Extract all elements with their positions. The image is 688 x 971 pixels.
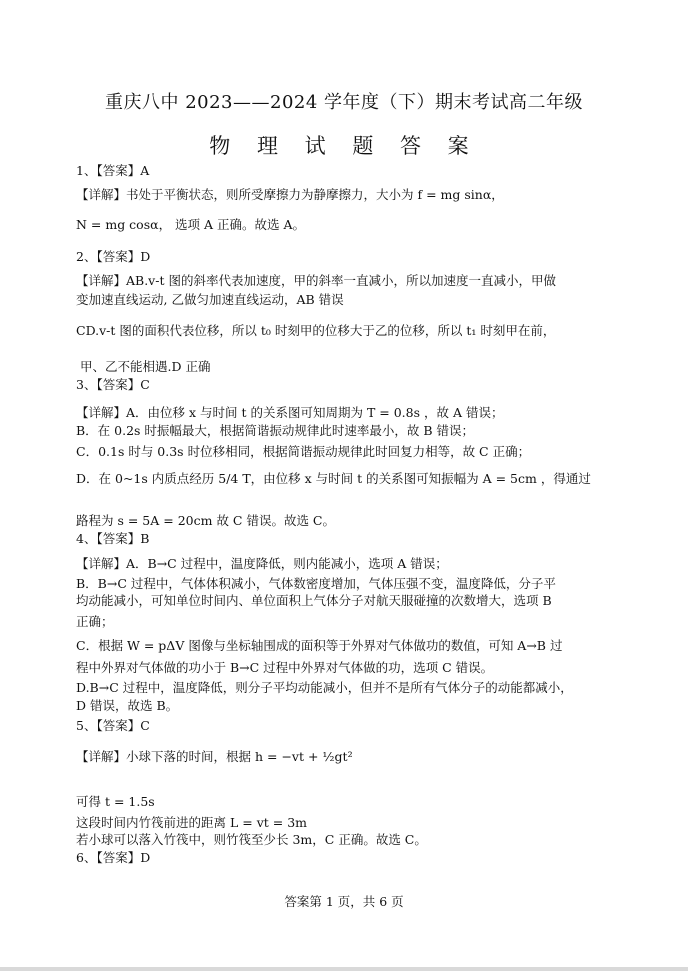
explanation-line: CD.v-t 图的面积代表位移，所以 t₀ 时刻甲的位移大于乙的位移，所以 t₁ 时刻甲在前， <box>76 323 556 338</box>
explanation-line: 【详解】A．由位移 x 与时间 t 的关系图可知周期为 T = 0.8s ，故 A 错误； <box>76 405 504 420</box>
page-subtitle: 物 理 试 题 答 案 <box>209 134 479 158</box>
page-title: 重庆八中 2023——2024 学年度（下）期末考试高二年级 <box>104 92 584 113</box>
explanation-line: C．0.1s 时与 0.3s 时位移相同，根据简谐振动规律此时回复力相等，故 C 正确； <box>76 444 531 459</box>
explanation-line: D 错误，故选 B。 <box>76 698 179 713</box>
explanation-line: 【详解】小球下落的时间，根据 h = −vt + ½gt² <box>76 749 353 764</box>
explanation-line: B．在 0.2s 时振幅最大，根据简谐振动规律此时速率最小，故 B 错误； <box>76 423 475 438</box>
explanation-line: 【详解】AB.v-t 图的斜率代表加速度，甲的斜率一直减小，所以加速度一直减小，甲做 <box>76 273 556 288</box>
answer-line: 1、【答案】A <box>76 163 150 178</box>
explanation-line: C．根据 W = pΔV 图像与坐标轴围成的面积等于外界对气体做功的数值，可知 A→B 过 <box>76 638 563 653</box>
explanation-line: 正确； <box>76 614 114 629</box>
bottom-divider <box>0 967 688 971</box>
answer-line: 3、【答案】C <box>76 377 150 392</box>
explanation-line: B．B→C 过程中，气体体积减小，气体数密度增加，气体压强不变，温度降低，分子平 <box>76 576 556 591</box>
answer-line: 4、【答案】B <box>76 531 150 546</box>
explanation-line: 【详解】书处于平衡状态，则所受摩擦力为静摩擦力，大小为 f = mg sinα， <box>76 187 504 202</box>
explanation-line: 变加速直线运动, 乙做匀加速直线运动，AB 错误 <box>76 292 344 307</box>
explanation-line: 可得 t = 1.5s <box>76 794 155 809</box>
answer-line: 6、【答案】D <box>76 850 151 865</box>
explanation-line: 均动能减小，可知单位时间内、单位面积上气体分子对航天服碰撞的次数增大，选项 B <box>76 593 552 608</box>
explanation-line: 【详解】A．B→C 过程中，温度降低，则内能减小，选项 A 错误； <box>76 556 448 571</box>
explanation-line: D.B→C 过程中，温度降低，则分子平均动能减小，但并不是所有气体分子的动能都减小， <box>76 680 573 695</box>
explanation-line: 程中外界对气体做的功小于 B→C 过程中外界对气体做的功，选项 C 错误。 <box>76 660 494 675</box>
explanation-line: 甲、乙不能相遇.D 正确 <box>80 359 211 374</box>
explanation-line: 路程为 s = 5A = 20cm 故 C 错误。故选 C。 <box>76 513 335 528</box>
explanation-line: N = mg cosα， 选项 A 正确。故选 A。 <box>76 217 306 232</box>
explanation-line: 这段时间内竹筏前进的距离 L = vt = 3m <box>76 815 308 830</box>
answer-line: 2、【答案】D <box>76 249 151 264</box>
explanation-line: D．在 0~1s 内质点经历 5/4 T，由位移 x 与时间 t 的关系图可知振幅为 A = 5cm ，得通过 <box>76 471 591 486</box>
explanation-line: 若小球可以落入竹筏中，则竹筏至少长 3m，C 正确。故选 C。 <box>76 832 427 847</box>
answer-line: 5、【答案】C <box>76 718 150 733</box>
page-number-footer: 答案第 1 页，共 6 页 <box>284 894 404 909</box>
